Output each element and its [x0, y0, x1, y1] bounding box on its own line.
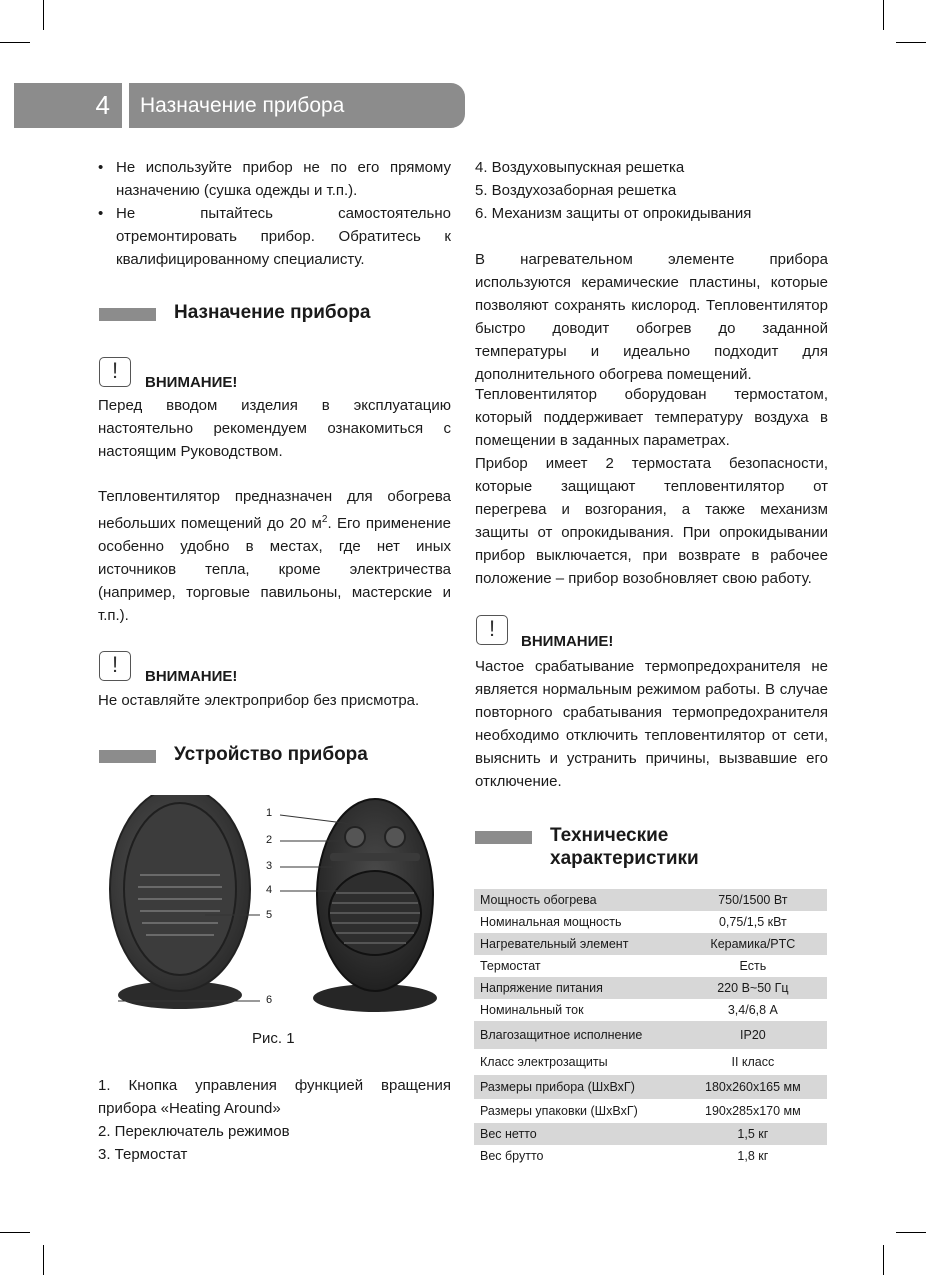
- spec-name: Вес брутто: [480, 1149, 544, 1163]
- spec-name: Мощность обогрева: [474, 889, 679, 911]
- table-row: [474, 1099, 827, 1123]
- figure-callout: 5: [266, 909, 273, 921]
- spec-value: 0,75/1,5 кВт: [718, 915, 787, 929]
- spec-value: 1,5 кг: [679, 1123, 827, 1145]
- list-item: 5. Воздухозаборная решетка: [475, 182, 677, 199]
- section-heading-purpose: [99, 300, 449, 330]
- spec-value: Керамика/PTC: [679, 933, 827, 955]
- crop-mark: [0, 1232, 30, 1233]
- page-number: 4: [95, 90, 110, 120]
- table-row: [474, 999, 827, 1021]
- table-row: [474, 955, 827, 977]
- header-divider: [122, 83, 129, 128]
- spec-value: Есть: [739, 959, 767, 973]
- spec-name: Напряжение питания: [474, 977, 679, 999]
- spec-name: Вес нетто: [474, 1123, 679, 1145]
- section-title: Устройство прибора: [174, 744, 368, 765]
- figure-callout: 3: [266, 860, 273, 872]
- specs-table: [474, 889, 827, 1167]
- superscript: 2: [321, 514, 328, 525]
- description-paragraph: Тепловентилятор оборудован термостатом, который поддерживает температуру воздуха в помещении в заданных параметрах.: [475, 386, 828, 449]
- section-heading-device: [99, 742, 449, 772]
- spec-value: 750/1500 Вт: [679, 889, 827, 911]
- list-item: • Не пытайтесь самостоятельно отремонтировать прибор. Обратитесь к квалифицированному специалисту.: [98, 202, 451, 271]
- spec-value: II класс: [731, 1055, 775, 1069]
- section-title: характеристики: [550, 848, 699, 869]
- figure-callout: 2: [266, 834, 273, 846]
- spec-name: Термостат: [480, 959, 541, 973]
- crop-mark: [43, 1245, 44, 1275]
- description-paragraph: В нагревательном элементе прибора используются керамические пластины, которые позволяют сохранять кислород. Тепловентилятор быстро доводит обогрев до заданной температуры и идеально подходит для дополнительного обогрева помещений.: [475, 251, 828, 383]
- table-row: [474, 1021, 827, 1049]
- spec-name: Размеры прибора (ШхВхГ): [474, 1075, 679, 1099]
- warning-label: ВНИМАНИЕ!: [521, 633, 614, 650]
- spec-name: Размеры упаковки (ШхВхГ): [480, 1104, 638, 1118]
- figure-callout: 1: [266, 807, 273, 819]
- spec-value: 190х285х170 мм: [705, 1104, 801, 1118]
- table-row: [474, 889, 827, 911]
- spec-name: Номинальный ток: [480, 1003, 584, 1017]
- list-item: 3. Термостат: [98, 1146, 188, 1163]
- list-item: 1. Кнопка управления функцией вращения прибора «Heating Around»: [98, 1077, 451, 1117]
- section-marker: [99, 750, 156, 763]
- warning-label: ВНИМАНИЕ!: [145, 374, 238, 391]
- parts-list-left: [98, 1074, 451, 1166]
- page-header: [14, 83, 465, 128]
- spec-name: Влагозащитное исполнение: [474, 1021, 679, 1049]
- table-row: [474, 1075, 827, 1099]
- section-title: Назначение прибора: [174, 302, 371, 323]
- spec-name: Класс электрозащиты: [480, 1055, 608, 1069]
- warning-label: ВНИМАНИЕ!: [145, 668, 238, 685]
- spec-value: 220 В~50 Гц: [679, 977, 827, 999]
- crop-mark: [0, 42, 30, 43]
- purpose-text: Тепловентилятор предназначен для обогрева небольших помещений до 20 м: [98, 488, 451, 532]
- crop-mark: [883, 0, 884, 30]
- figure-caption: Рис. 1: [252, 1030, 295, 1047]
- list-item: 4. Воздуховыпускная решетка: [475, 159, 685, 176]
- spec-value: IP20: [679, 1021, 827, 1049]
- list-item: • Не используйте прибор не по его прямому назначению (сушка одежды и т.п.).: [98, 156, 451, 202]
- table-row: [474, 933, 827, 955]
- purpose-paragraph: [98, 485, 451, 627]
- crop-mark: [896, 42, 926, 43]
- section-marker: [99, 308, 156, 321]
- spec-name: Нагревательный элемент: [474, 933, 679, 955]
- figure-callout: 6: [266, 994, 273, 1006]
- purpose-text: . Его применение особенно удобно в местах, где нет иных источников тепла, кроме электричества (например, торговые павильоны, мастерские и т.п.).: [98, 515, 452, 624]
- table-row: [474, 911, 827, 933]
- exclamation-icon: !: [476, 615, 508, 645]
- heater-illustration: [100, 795, 460, 1025]
- heater-figure: [100, 795, 460, 1025]
- list-item: 2. Переключатель режимов: [98, 1123, 290, 1140]
- parts-list-right: [475, 156, 828, 225]
- exclamation-icon: !: [99, 651, 131, 681]
- description-paragraph: Прибор имеет 2 термостата безопасности, которые защищают тепловентилятор от перегрева и возгорания, а также механизм защиты от опрокидывания. При опрокидывании прибор выключается, при возврате в рабочее положение – прибор возобновляет свою работу.: [475, 455, 828, 587]
- warning-text: Перед вводом изделия в эксплуатацию настоятельно рекомендуем ознакомиться с настоящим Руководством.: [98, 397, 451, 460]
- exclamation-icon: !: [99, 357, 131, 387]
- table-row: [474, 1145, 827, 1167]
- spec-value: 3,4/6,8 А: [727, 1003, 778, 1017]
- crop-mark: [43, 0, 44, 30]
- spec-value: 1,8 кг: [737, 1149, 769, 1163]
- section-heading-specs: [475, 823, 828, 873]
- section-title: Технические: [550, 825, 669, 846]
- list-item: 6. Механизм защиты от опрокидывания: [475, 205, 752, 222]
- table-row: [474, 977, 827, 999]
- safety-bullets: [98, 156, 451, 271]
- warning-text: Не оставляйте электроприбор без присмотра.: [98, 692, 420, 709]
- figure-callout: 4: [266, 884, 273, 896]
- warning-text: Частое срабатывание термопредохранителя не является нормальным режимом работы. В случае повторного срабатывания термопредохранителя необходимо отключить тепловентилятор от сети, выяснить и устранить причины, вызвавшие его отключение.: [475, 658, 828, 790]
- spec-name: Номинальная мощность: [480, 915, 622, 929]
- spec-value: 180х260х165 мм: [679, 1075, 827, 1099]
- crop-mark: [883, 1245, 884, 1275]
- table-row: [474, 1049, 827, 1075]
- section-marker: [475, 831, 532, 844]
- page-title: Назначение прибора: [140, 94, 345, 117]
- crop-mark: [896, 1232, 926, 1233]
- table-row: [474, 1123, 827, 1145]
